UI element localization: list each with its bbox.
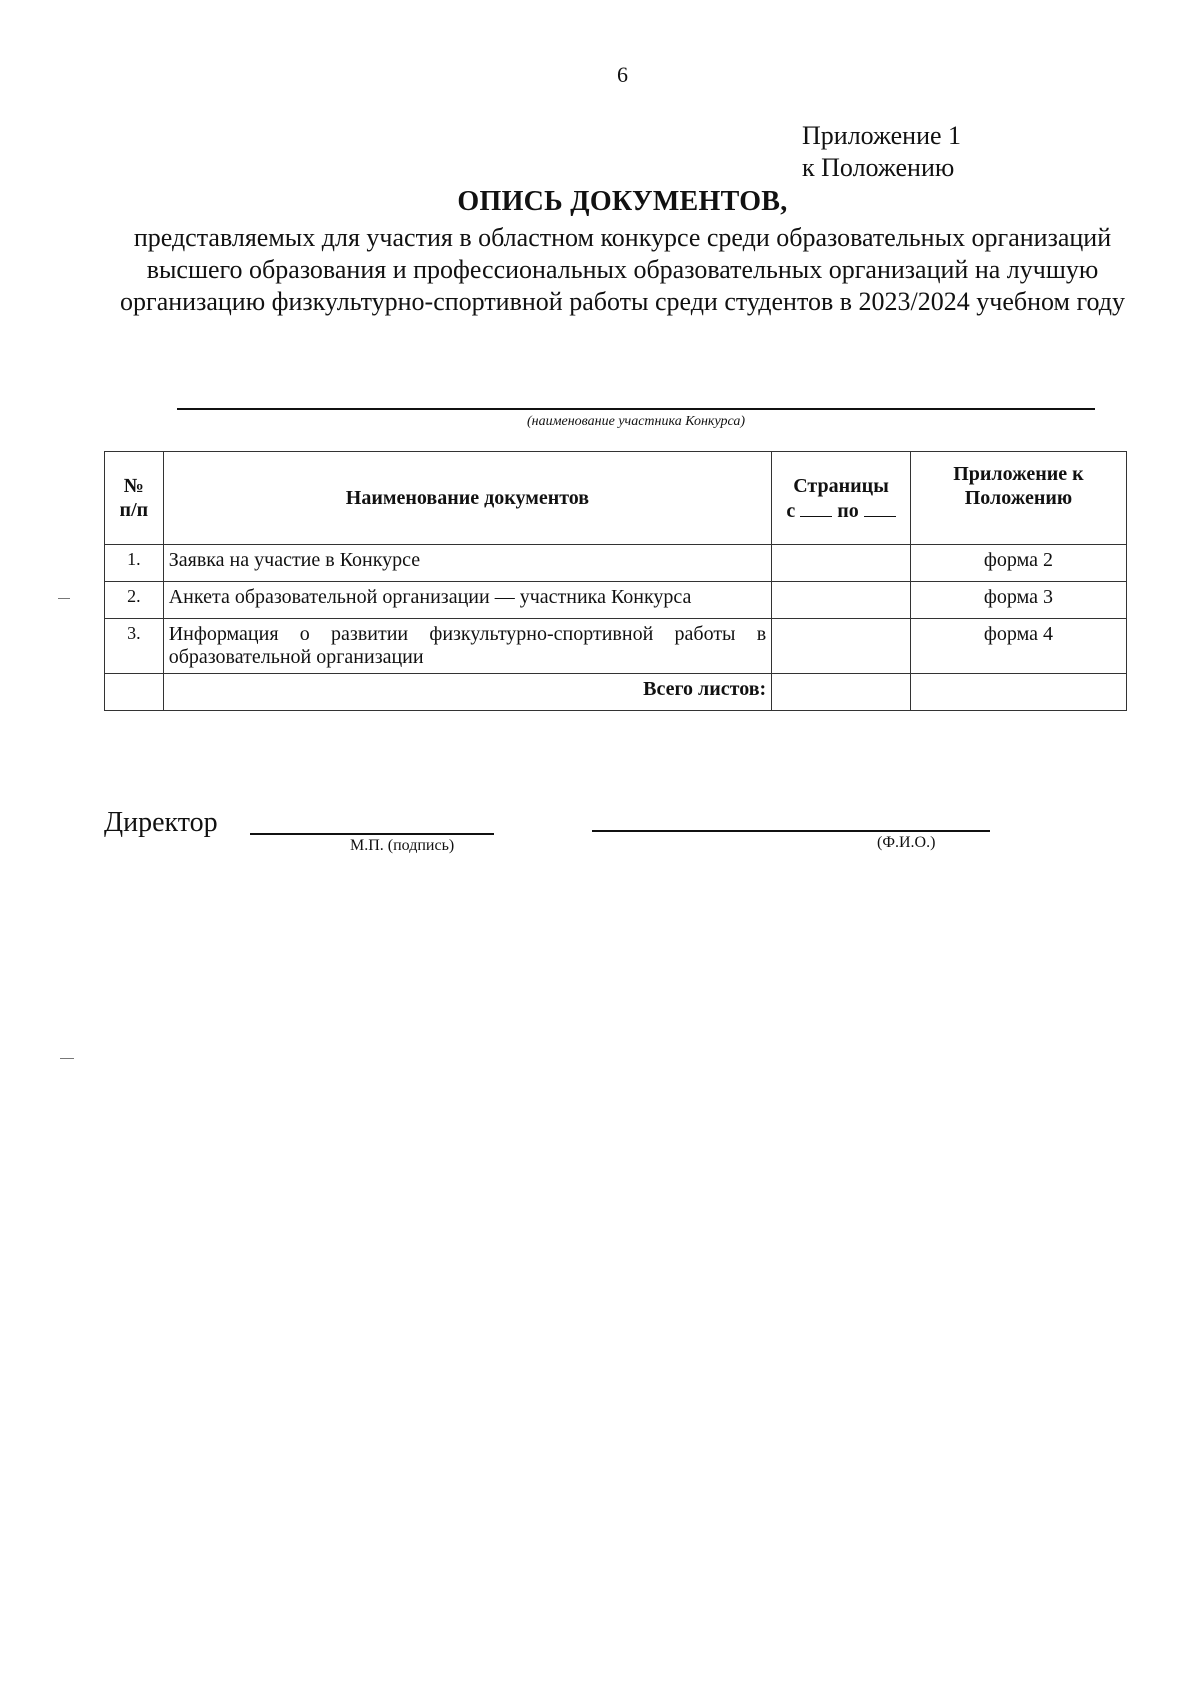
- signature-caption: М.П. (подпись): [350, 837, 455, 854]
- total-appendix-cell: [910, 674, 1126, 711]
- full-name-line: [592, 830, 990, 832]
- header-document-name: Наименование документов: [163, 452, 771, 545]
- header-pages: [772, 452, 911, 545]
- documents-table: [104, 451, 1127, 711]
- row-number: 3.: [105, 619, 164, 674]
- page-number: 6: [617, 62, 628, 87]
- row-appendix-form: форма 4: [910, 619, 1126, 674]
- header-pages-to: по: [837, 499, 859, 522]
- header-pages-from: с: [786, 499, 796, 522]
- table-total-row: [105, 674, 1127, 711]
- row-pages-cell: [772, 545, 911, 582]
- director-label: Директор: [104, 807, 218, 838]
- scan-artifact-mark: [58, 598, 70, 599]
- participant-name-caption: (наименование участника Конкурса): [526, 414, 745, 429]
- row-appendix-form: форма 3: [910, 582, 1126, 619]
- header-pages-range: [786, 498, 895, 523]
- row-pages-cell: [772, 619, 911, 674]
- document-title: ОПИСЬ ДОКУМЕНТОВ,: [457, 186, 788, 217]
- row-appendix-form: форма 2: [910, 545, 1126, 582]
- participant-name-line: [177, 408, 1095, 410]
- row-number: 2.: [105, 582, 164, 619]
- header-number-sign: №: [123, 475, 144, 497]
- header-appendix-line-2: Положению: [964, 487, 1073, 509]
- total-row-number-cell: [105, 674, 164, 711]
- header-number: [105, 452, 164, 545]
- full-name-caption: (Ф.И.О.): [877, 834, 936, 851]
- row-document-name: Информация о развитии физкультурно-спортивной работы в образовательной организации: [163, 619, 771, 674]
- header-appendix: [910, 452, 1126, 545]
- table-row: [105, 619, 1127, 674]
- row-document-name: Заявка на участие в Конкурсе: [163, 545, 771, 582]
- pages-from-blank: [800, 498, 832, 517]
- total-sheets-label: Всего листов:: [163, 674, 771, 711]
- table-row: [105, 582, 1127, 619]
- pages-to-blank: [864, 498, 896, 517]
- signature-line: [250, 833, 494, 835]
- row-number: 1.: [105, 545, 164, 582]
- header-number-abbr: п/п: [119, 499, 149, 521]
- appendix-reference: [802, 120, 961, 184]
- appendix-line-2: к Положению: [802, 153, 955, 182]
- scan-artifact-mark: [60, 1058, 74, 1059]
- table-row: [105, 545, 1127, 582]
- row-pages-cell: [772, 582, 911, 619]
- row-document-name: Анкета образовательной организации — участника Конкурса: [163, 582, 771, 619]
- document-subtitle: представляемых для участия в областном конкурсе среди образовательных организаций высшего образования и профессиональных образовательных организаций на лучшую организацию физкультурно-спортивной работы среди студентов в 2023/2024 учебном году: [120, 223, 1125, 316]
- total-pages-cell: [772, 674, 911, 711]
- table-header-row: [105, 452, 1127, 545]
- header-appendix-line-1: Приложение к: [953, 463, 1084, 485]
- appendix-line-1: Приложение 1: [802, 121, 962, 150]
- header-pages-label: Страницы: [793, 474, 889, 497]
